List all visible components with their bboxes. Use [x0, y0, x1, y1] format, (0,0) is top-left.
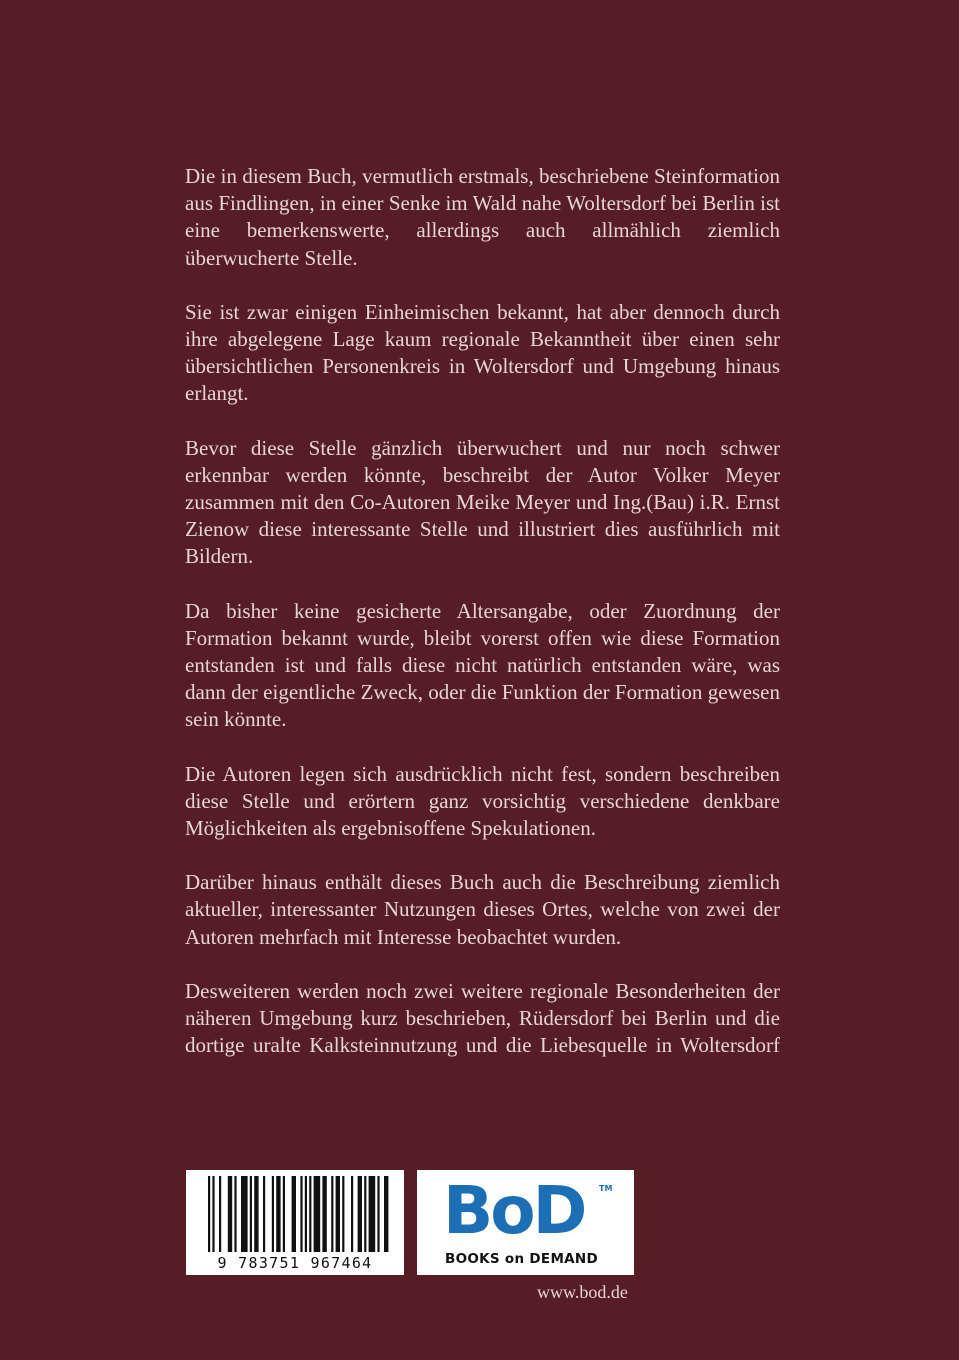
- publisher-logo: [417, 1170, 634, 1275]
- barcode-bar: [212, 1176, 214, 1252]
- barcode-bar: [234, 1176, 236, 1252]
- barcode-bar: [272, 1176, 274, 1252]
- blurb-text: [185, 163, 780, 1086]
- barcode-bar: [305, 1176, 307, 1252]
- barcode-digits: 9 783751 967464: [217, 1254, 373, 1272]
- barcode-bar: [250, 1176, 252, 1252]
- barcode-bar: [263, 1176, 265, 1252]
- barcode-bar: [322, 1176, 326, 1252]
- bod-logo-text: BoD: [443, 1172, 585, 1249]
- barcode-bar: [331, 1176, 333, 1252]
- barcode-bar: [314, 1176, 321, 1252]
- barcode-bar: [351, 1176, 353, 1252]
- barcode-bar: [208, 1176, 210, 1252]
- barcode-bar: [300, 1176, 302, 1252]
- publisher-tagline: BOOKS on DEMAND: [445, 1251, 599, 1267]
- paragraph-7: Desweiteren werden noch zwei weitere regionale Besonderheiten der näheren Umgebung kurz beschrieben, Rüdersdorf bei Berlin und die dortige uralte Kalksteinnutzung und die Liebesquelle in Woltersdorf: [185, 978, 780, 1058]
- paragraph-1: Die in diesem Buch, vermutlich erstmals, beschriebene Steinformation aus Findlingen, in einer Senke im Wald nahe Woltersdorf bei Berlin ist eine bemerkenswerte, allerdings auch allmählich ziemlich überwucherte Stelle.: [185, 164, 780, 270]
- barcode-bar: [364, 1176, 366, 1252]
- barcode-bar: [228, 1176, 232, 1252]
- paragraph-5: Die Autoren legen sich ausdrücklich nicht fest, sondern beschreiben diese Stelle und erörtern ganz vorsichtig verschiedene denkbare Möglichkeiten als ergebnisoffene Spekulationen.: [185, 761, 780, 841]
- barcode-bar: [276, 1176, 280, 1252]
- barcode: [186, 1170, 404, 1275]
- paragraph-3: Bevor diese Stelle gänzlich überwuchert und nur noch schwer erkennbar werden könnte, beschreibt der Autor Volker Meyer zusammen mit den Co-Autoren Meike Meyer und Ing.(Bau) i.R. Ernst Zienow diese interessante Stelle und illustriert dies ausführlich mit Bildern.: [185, 435, 780, 569]
- barcode-bar: [384, 1176, 388, 1252]
- barcode-bar: [336, 1176, 340, 1252]
- trademark-mark: TM: [599, 1184, 613, 1193]
- paragraph-4: Da bisher keine gesicherte Altersangabe, oder Zuordnung der Formation bekannt wurde, bleibt vorerst offen wie diese Formation entstanden ist und falls diese nicht natürlich entstanden wäre, was dann der eigentliche Zweck, oder die Funktion der Formation gewesen sein könnte.: [185, 598, 780, 732]
- paragraph-2: Sie ist zwar einigen Einheimischen bekannt, hat aber dennoch durch ihre abgelegene Lage kaum regionale Bekanntheit über einen sehr übersichtlichen Personenkreis in Woltersdorf und Umgebung hinaus erlangt.: [185, 299, 780, 406]
- barcode-bar: [283, 1176, 285, 1252]
- barcode-bar: [342, 1176, 344, 1252]
- paragraph-6: Darüber hinaus enthält dieses Buch auch die Beschreibung ziemlich aktueller, interessanter Nutzungen dieses Ortes, welche von zwei der Autoren mehrfach mit Interesse beobachtet wurden.: [185, 870, 780, 949]
- barcode-bar: [292, 1176, 296, 1252]
- barcode-bar: [254, 1176, 258, 1252]
- barcode-bar: [377, 1176, 379, 1252]
- barcode-bar: [219, 1176, 221, 1252]
- barcode-bar: [241, 1176, 248, 1252]
- barcode-bar: [309, 1176, 311, 1252]
- publisher-url: www.bod.de: [537, 1282, 628, 1302]
- barcode-bar: [369, 1176, 376, 1252]
- barcode-bar: [358, 1176, 362, 1252]
- barcode-bars: [186, 1170, 404, 1254]
